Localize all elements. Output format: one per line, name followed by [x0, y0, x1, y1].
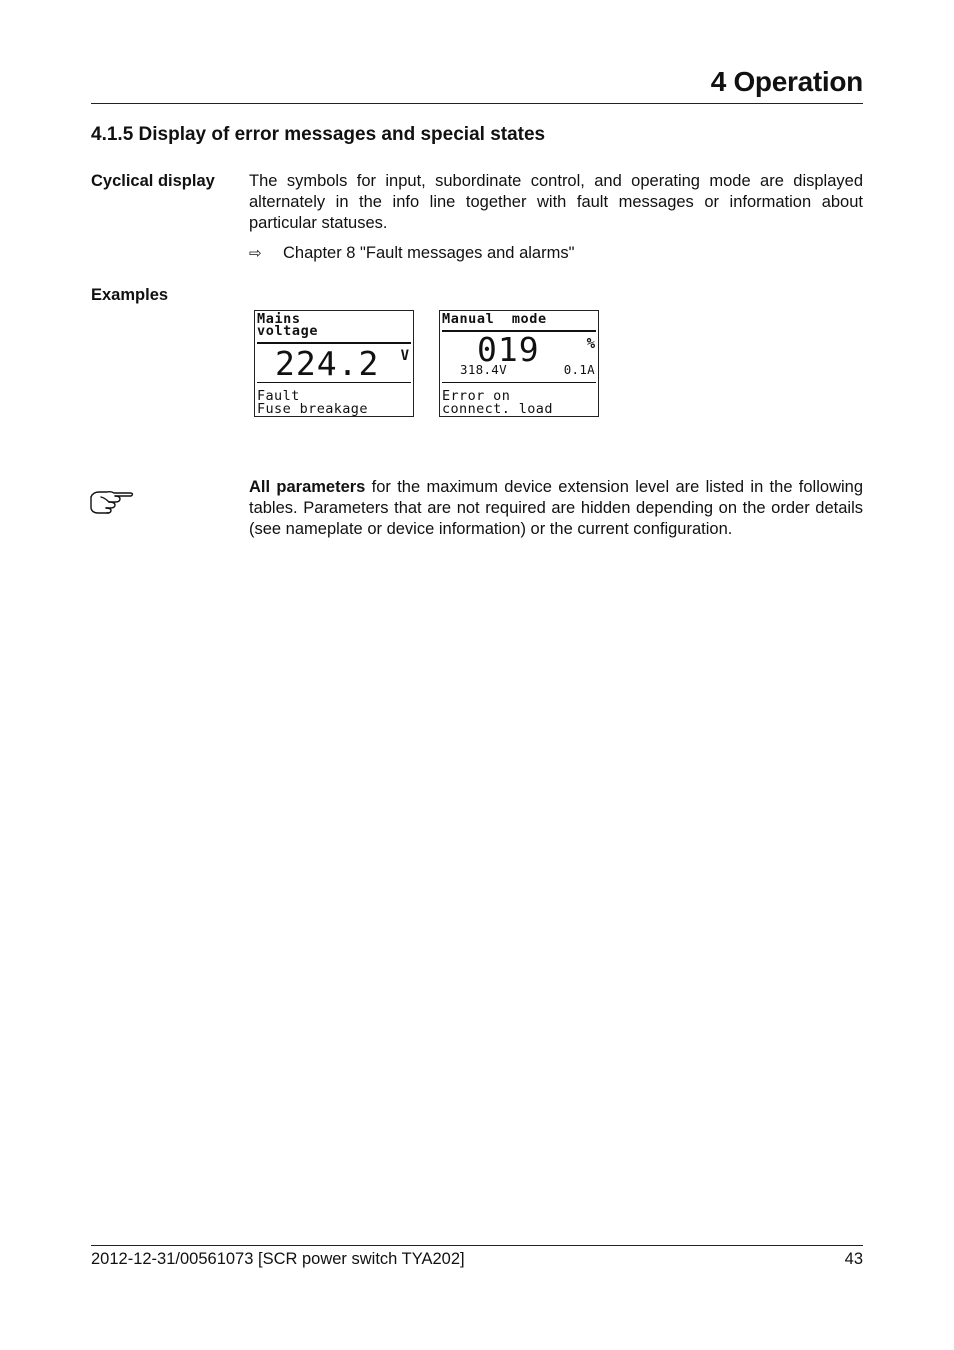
lcd-unit: % — [586, 336, 595, 352]
lcd-unit: V — [400, 348, 409, 364]
lcd-display-manual-mode — [439, 310, 599, 417]
lcd-main-value: 224.2 — [275, 344, 380, 383]
note-paragraph — [249, 477, 863, 539]
lcd-info-divider — [257, 382, 411, 383]
lcd-info-line2: connect. load — [442, 401, 553, 417]
lcd-title-line2: voltage — [257, 323, 319, 339]
examples-label: Examples — [91, 286, 169, 304]
header-rule — [91, 103, 863, 104]
lcd-title-line1: Mains — [257, 311, 301, 327]
page-number: 43 — [844, 1250, 863, 1268]
lcd-info-line1: Error on — [442, 388, 511, 404]
lcd-info-line2: Fuse breakage — [257, 401, 368, 417]
note-text: for the maximum device extension level are listed in the following tables. Parameters that are not required are hidden depending on the order details (see nameplate or device information) or the current configuration. — [249, 478, 863, 538]
lcd-title-line1: Manual mode — [442, 311, 547, 327]
lcd-info-divider — [442, 382, 596, 383]
footer-document-info: 2012-12-31/00561073 [SCR power switch TYA202] — [91, 1250, 465, 1268]
cyclical-display-paragraph: The symbols for input, subordinate control, and operating mode are displayed alternately in the info line together with fault messages or information about particular statuses. — [249, 172, 863, 232]
section-heading: 4.1.5 Display of error messages and special states — [91, 124, 546, 145]
chapter-title: 4 Operation — [710, 66, 863, 97]
lcd-voltage-readout: 318.4V — [460, 362, 507, 377]
lcd-info-line1: Fault — [257, 388, 300, 404]
lcd-main-value: 019 — [477, 330, 540, 369]
footer-rule — [91, 1245, 863, 1246]
chapter-cross-reference[interactable] — [249, 243, 574, 264]
lcd-current-readout: 0.1A — [563, 362, 595, 377]
note-bold-lead: All parameters — [249, 478, 366, 496]
arrow-right-icon: ⇨ — [249, 245, 262, 262]
lcd-display-mains-voltage — [254, 310, 414, 417]
xref-text: Chapter 8 "Fault messages and alarms" — [283, 244, 575, 262]
cyclical-display-label: Cyclical display — [91, 172, 215, 190]
pointing-hand-icon — [89, 488, 135, 516]
